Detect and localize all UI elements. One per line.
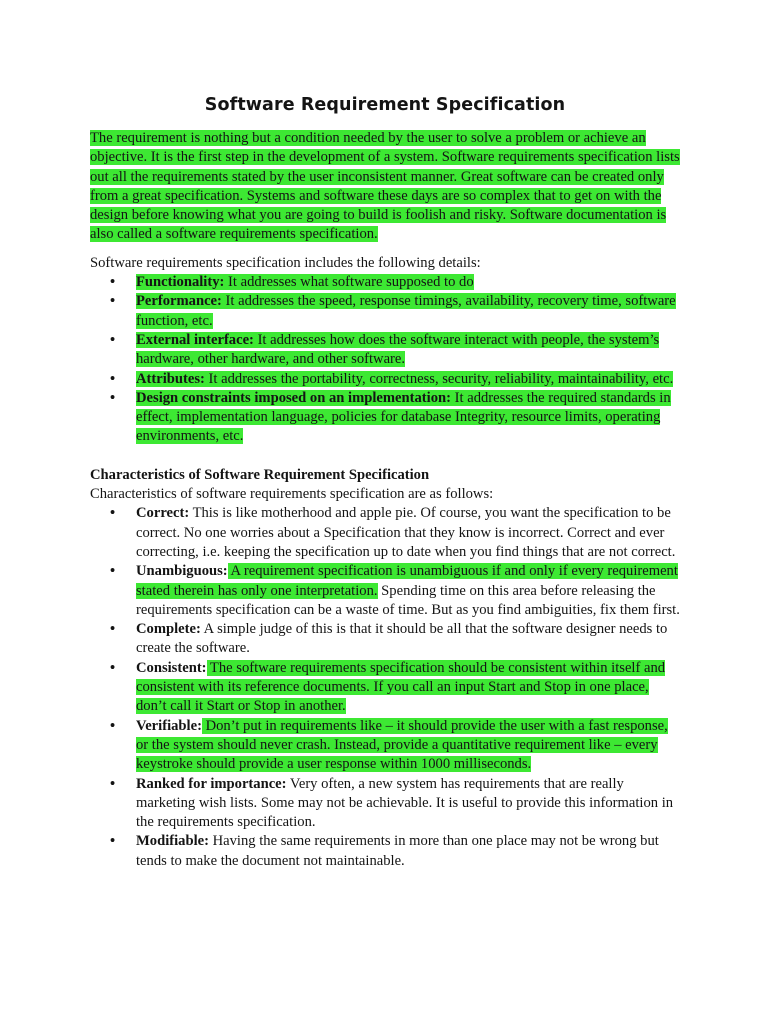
detail-label: Performance: xyxy=(136,293,222,310)
characteristic-text: Having the same requirements in more than one place may not be wrong but tends to make the document not maintainable. xyxy=(136,833,659,869)
page-title: Software Requirement Specification xyxy=(204,95,566,115)
characteristic-text: Spending time on this area before releasing the requirements specification can be a waste of time. But as you find ambiguities, fix them first. xyxy=(136,582,680,618)
characteristic-item-correct xyxy=(136,504,680,562)
detail-label: Functionality: xyxy=(136,274,225,291)
document-page xyxy=(90,93,680,871)
detail-text: It addresses the required standards in effect, implementation language, policies for database Integrity, resource limits, operating environments, etc. xyxy=(136,389,671,445)
characteristic-highlight: Don’t put in requirements like – it should provide the user with a fast response, or the system should never crash. Instead, provide a quantitative requirement like – every keystroke should provide a user response within 1000 milliseconds. xyxy=(136,717,668,773)
characteristics-lead: Characteristics of software requirements specification are as follows: xyxy=(90,486,494,503)
characteristic-label: Unambiguous: xyxy=(136,563,228,580)
characteristic-label: Modifiable: xyxy=(136,833,209,850)
detail-text: It addresses the portability, correctness, security, reliability, maintainability, etc. xyxy=(204,370,674,387)
detail-item-functionality xyxy=(136,273,680,292)
characteristic-label: Ranked for importance: xyxy=(136,775,287,792)
characteristic-item-verifiable xyxy=(136,717,680,775)
characteristic-label: Correct: xyxy=(136,505,190,522)
detail-label: External interface: xyxy=(136,331,254,348)
characteristic-label: Consistent: xyxy=(136,659,207,676)
detail-item-attributes xyxy=(136,370,680,389)
characteristic-item-ranked-for-importance xyxy=(136,775,680,833)
detail-label: Design constraints imposed on an implementation: xyxy=(136,389,451,406)
characteristics-list xyxy=(90,504,680,871)
detail-item-performance xyxy=(136,292,680,331)
characteristic-text: Very often, a new system has requirements that are really marketing wish lists. Some may not be achievable. It is useful to provide this information in the requirements specification. xyxy=(136,775,674,831)
characteristic-item-modifiable xyxy=(136,832,680,871)
characteristic-highlight: The software requirements specification should be consistent within itself and consistent with its reference documents. If you call an input Start and Stop in one place, don’t call it Start or Stop in another. xyxy=(136,659,666,715)
detail-label: Attributes: xyxy=(136,370,205,387)
detail-text: It addresses what software supposed to do xyxy=(224,274,474,291)
detail-item-external-interface xyxy=(136,331,680,370)
characteristic-item-consistent xyxy=(136,659,680,717)
characteristic-text: A simple judge of this is that it should be all that the software designer needs to create the software. xyxy=(136,621,668,657)
details-list xyxy=(90,273,680,447)
detail-text: It addresses the speed, response timings, availability, recovery time, software function, etc. xyxy=(136,293,676,329)
characteristic-item-unambiguous xyxy=(136,562,680,620)
intro-highlight: The requirement is nothing but a condition needed by the user to solve a problem or achieve an objective. It is the first step in the development of a system. Software requirements specification lists out all the requirements stated by the user inconsistent manner. Great software can be created only from a great specification. Systems and software these days are so complex that to get on with the design before knowing what you are going to build is foolish and risky. Software documentation is also called a software requirements specification. xyxy=(90,130,680,243)
characteristic-item-complete xyxy=(136,620,680,659)
characteristics-heading: Characteristics of Software Requirement Specification xyxy=(90,466,430,483)
characteristic-highlight: A requirement specification is unambiguous if and only if every requirement stated therein has only one interpretation. xyxy=(136,563,678,599)
details-lead: Software requirements specification includes the following details: xyxy=(90,254,481,271)
characteristic-label: Complete: xyxy=(136,621,201,638)
detail-item-design-constraints xyxy=(136,389,680,447)
intro-paragraph xyxy=(90,129,680,245)
characteristic-text: This is like motherhood and apple pie. Of course, you want the specification to be correct. No one worries about a Specification that they know is incorrect. Correct and ever correcting, i.e. keeping the specification up to date when you find things that are not correct. xyxy=(136,505,676,560)
characteristic-label: Verifiable: xyxy=(136,717,202,734)
detail-text: It addresses how does the software interact with people, the system’s hardware, other hardware, and other software. xyxy=(136,331,660,368)
